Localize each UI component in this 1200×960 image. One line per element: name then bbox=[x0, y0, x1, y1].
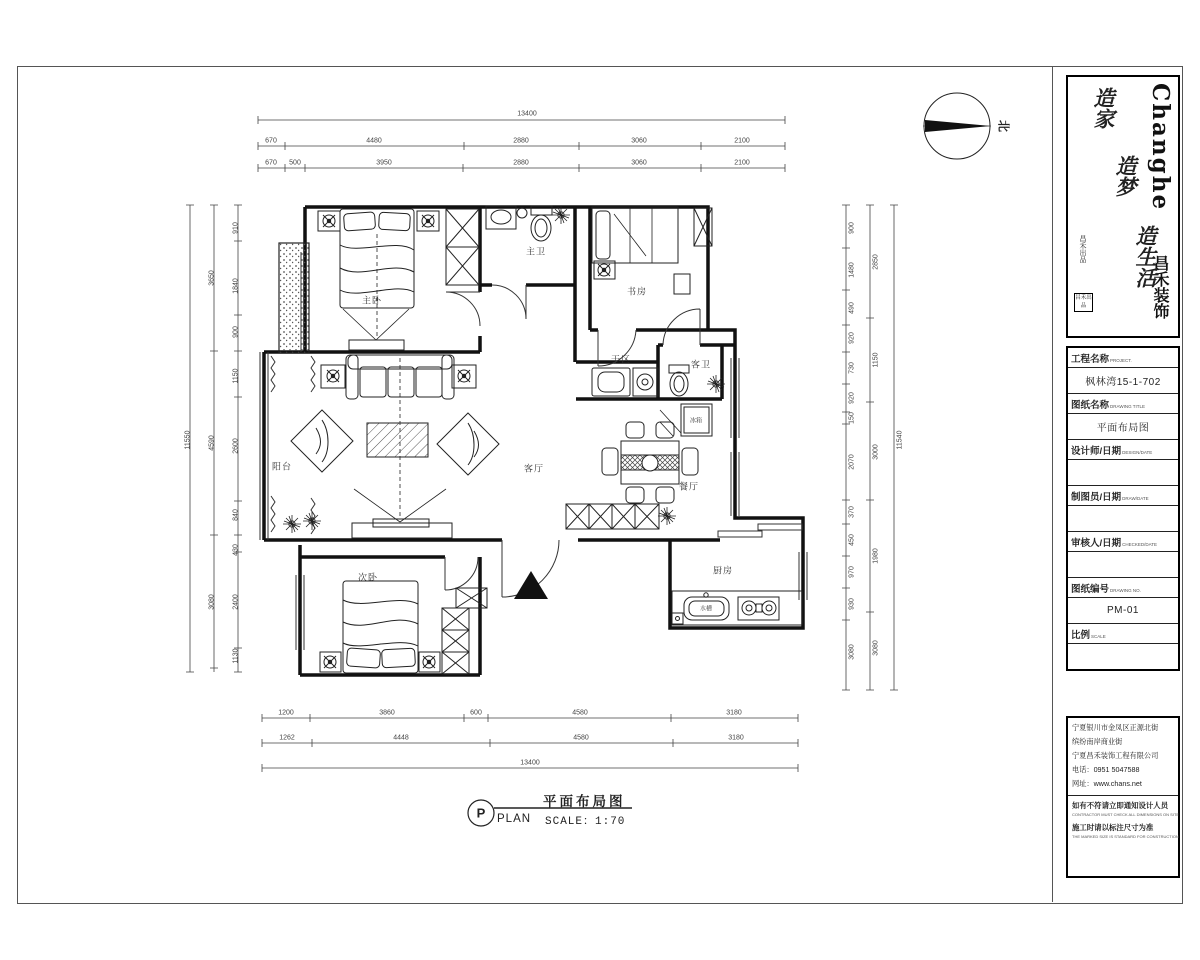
dimension-label: 450 bbox=[848, 534, 856, 546]
dimension-label: 2880 bbox=[513, 137, 529, 145]
plan-scale: SCALE：1:70 bbox=[545, 816, 626, 828]
dimension-label: 3180 bbox=[726, 709, 742, 717]
room-label: 次卧 bbox=[357, 572, 379, 583]
dimension-label: 3080 bbox=[872, 640, 880, 656]
brand-logo-en: Changhe bbox=[1147, 83, 1174, 212]
slogan-word-1: 造家 bbox=[1091, 87, 1116, 129]
slogan-word-3: 造生活 bbox=[1133, 225, 1158, 288]
address-line: 宁夏银川市金凤区正源北街 bbox=[1072, 723, 1159, 732]
room-label: 餐厅 bbox=[678, 481, 700, 492]
field-value bbox=[1068, 506, 1178, 532]
logo-box bbox=[1066, 75, 1180, 338]
room-label: 客厅 bbox=[523, 463, 545, 474]
study-furniture bbox=[592, 207, 712, 294]
plan-badge: P bbox=[476, 805, 486, 821]
plan-title: 平面布局图 bbox=[543, 794, 626, 809]
dimension-label: 600 bbox=[470, 709, 482, 717]
dimension-label: 3860 bbox=[379, 709, 395, 717]
address-line: 网址：www.chans.net bbox=[1072, 779, 1142, 788]
dimension-label: 670 bbox=[265, 137, 277, 145]
dimension-label: 670 bbox=[265, 159, 277, 167]
dimension-label: 970 bbox=[848, 566, 856, 578]
field-label: 工程名称PROJECT. bbox=[1068, 348, 1178, 368]
dimension-label: 4590 bbox=[208, 435, 216, 451]
note-cn: 如有不符请立即通知设计人员 bbox=[1072, 801, 1169, 810]
dimension-label: 2850 bbox=[872, 254, 880, 270]
dimension-label: 4580 bbox=[572, 709, 588, 717]
dimension-label: 1980 bbox=[872, 548, 880, 564]
seal-column-text: 昌禾出品 bbox=[1079, 235, 1087, 263]
room-label: 主卧 bbox=[361, 295, 383, 306]
field-label: 设计师/日期DESIGN/DATE bbox=[1068, 440, 1178, 460]
dimension-label: 3950 bbox=[376, 159, 392, 167]
room-label: 干区 bbox=[610, 354, 632, 365]
dimension-label: 2400 bbox=[232, 594, 240, 610]
master-bath-fixtures bbox=[486, 206, 570, 241]
field-label: 比例SCALE bbox=[1068, 624, 1178, 644]
seal-icon: 昌禾出品 bbox=[1074, 293, 1093, 312]
dimension-label: 370 bbox=[848, 506, 856, 518]
title-block-fields bbox=[1066, 346, 1180, 671]
master-bedroom-furniture bbox=[318, 209, 479, 350]
room-label: 客卫 bbox=[690, 359, 712, 370]
dimension-label: 2100 bbox=[734, 159, 750, 167]
dimension-label: 1150 bbox=[872, 352, 880, 368]
dimension-label: 1130 bbox=[232, 648, 240, 664]
compass bbox=[923, 93, 991, 159]
compass-north-label: 北 bbox=[996, 119, 1011, 133]
plan-subtitle: PLAN bbox=[497, 813, 532, 825]
room-label: 阳台 bbox=[271, 461, 293, 472]
dimension-label: 490 bbox=[848, 302, 856, 314]
dimension-label: 3180 bbox=[728, 734, 744, 742]
note-cn: 施工时请以标注尺寸为准 bbox=[1072, 823, 1154, 832]
dining-furniture bbox=[566, 422, 698, 529]
curtain-icon bbox=[271, 356, 315, 534]
address-line: 电话：0951 5047588 bbox=[1072, 765, 1140, 774]
kitchen-fixtures bbox=[672, 591, 802, 625]
dimension-label: 13400 bbox=[520, 759, 540, 767]
field-label: 图纸名称DRAWING TITLE bbox=[1068, 394, 1178, 414]
company-address bbox=[1068, 718, 1178, 795]
fixture-label: 冰箱 bbox=[689, 418, 703, 425]
fixture-label: 水槽 bbox=[699, 606, 713, 613]
dimension-label: 2100 bbox=[734, 137, 750, 145]
dimension-label: 930 bbox=[848, 598, 856, 610]
dimension-label: 1480 bbox=[848, 262, 856, 278]
address-line: 宁夏昌禾装饰工程有限公司 bbox=[1072, 751, 1159, 760]
field-value bbox=[1068, 460, 1178, 486]
field-label: 制图员/日期DRAW/DATE bbox=[1068, 486, 1178, 506]
field-value bbox=[1068, 552, 1178, 578]
dimension-label: 4448 bbox=[393, 734, 409, 742]
dimension-label: 1150 bbox=[232, 368, 240, 384]
dimension-label: 4580 bbox=[573, 734, 589, 742]
dimension-label: 840 bbox=[232, 509, 240, 521]
dimension-label: 3080 bbox=[848, 644, 856, 660]
flower-box bbox=[279, 243, 309, 353]
address-line: 缤纷南岸商业街 bbox=[1072, 737, 1123, 746]
second-bedroom-furniture bbox=[320, 581, 487, 674]
compass-needle-icon bbox=[925, 120, 991, 132]
dimension-label: 920 bbox=[848, 392, 856, 404]
dimension-label: 11540 bbox=[896, 430, 904, 450]
brand-logo-cn: 昌禾装饰 bbox=[1151, 255, 1168, 319]
entry-arrow-icon bbox=[514, 571, 548, 599]
dimension-label: 910 bbox=[232, 222, 240, 234]
walls bbox=[264, 207, 803, 675]
notes bbox=[1068, 795, 1178, 839]
field-value: 平面布局图 bbox=[1068, 414, 1178, 440]
dimension-label: 2070 bbox=[848, 454, 856, 470]
living-room-furniture bbox=[283, 355, 499, 538]
dimension-label: 900 bbox=[848, 222, 856, 234]
dimension-label: 900 bbox=[232, 326, 240, 338]
field-value bbox=[1068, 644, 1178, 669]
dimension-label: 1840 bbox=[232, 278, 240, 294]
dimension-label: 150 bbox=[848, 412, 856, 424]
dimension-label: 730 bbox=[848, 362, 856, 374]
field-value: PM-01 bbox=[1068, 598, 1178, 624]
dimension-label: 1200 bbox=[278, 709, 294, 717]
dimension-label: 3650 bbox=[208, 270, 216, 286]
dimension-label: 13400 bbox=[517, 110, 537, 118]
dimension-label: 3060 bbox=[631, 159, 647, 167]
room-label: 厨房 bbox=[712, 565, 734, 576]
dimension-label: 4480 bbox=[366, 137, 382, 145]
dimension-label: 3060 bbox=[631, 137, 647, 145]
dimension-label: 500 bbox=[289, 159, 301, 167]
title-block-info bbox=[1066, 716, 1180, 878]
dimension-rails bbox=[186, 116, 898, 772]
room-label: 书房 bbox=[626, 286, 648, 297]
dimension-label: 920 bbox=[848, 332, 856, 344]
dimension-label: 2880 bbox=[513, 159, 529, 167]
dimension-label: 430 bbox=[232, 544, 240, 556]
room-label: 主卫 bbox=[525, 246, 547, 257]
dimension-label: 3080 bbox=[208, 594, 216, 610]
dimension-label: 11550 bbox=[184, 430, 192, 450]
field-label: 审核人/日期CHECKED/DATE bbox=[1068, 532, 1178, 552]
dimension-label: 3000 bbox=[872, 444, 880, 460]
note-en: THE MARKED SIZE IS STANDARD FOR CONSTRUCTION bbox=[1072, 834, 1179, 839]
note-en: CONTRACTOR MUST CHECK ALL DIMENSIONS ON SITE bbox=[1072, 812, 1180, 817]
field-label: 图纸编号DRAWING NO. bbox=[1068, 578, 1178, 598]
dimension-label: 2600 bbox=[232, 438, 240, 454]
field-value: 枫林湾15-1-702 bbox=[1068, 368, 1178, 394]
dimension-label: 1262 bbox=[279, 734, 295, 742]
slogan-word-2: 造梦 bbox=[1113, 155, 1138, 197]
